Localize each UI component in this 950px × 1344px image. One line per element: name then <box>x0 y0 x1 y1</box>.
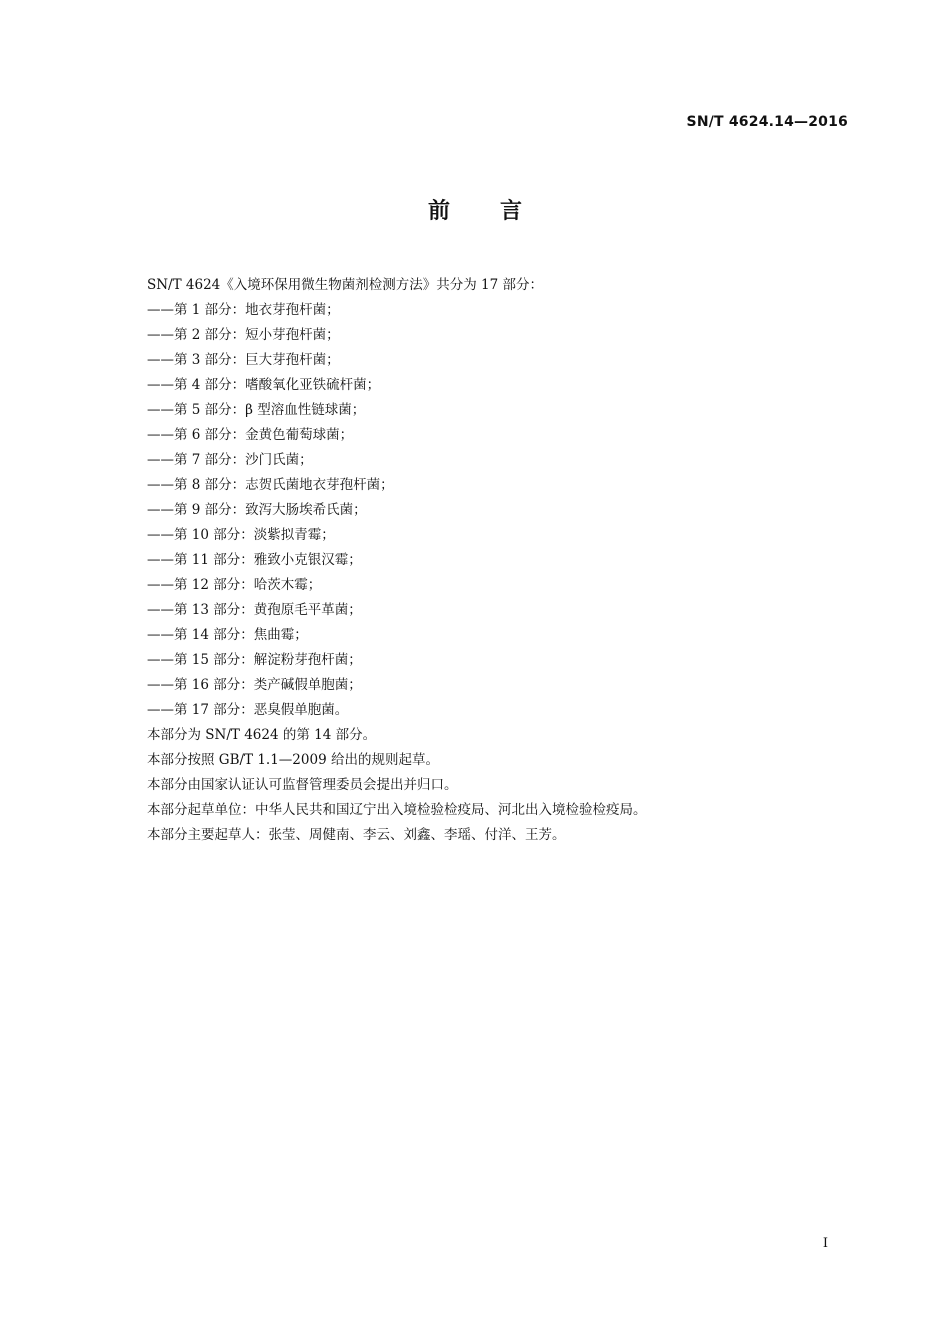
part-item-14: ——第 14 部分：焦曲霉； <box>147 627 308 643</box>
part-item-6: ——第 6 部分：金黄色葡萄球菌； <box>147 427 354 443</box>
part-item-2: ——第 2 部分：短小芽孢杆菌； <box>147 327 340 343</box>
page-number: I <box>822 1236 828 1251</box>
statement-drafters: 本部分主要起草人：张莹、周健南、李云、刘鑫、李瑶、付洋、王芳。 <box>147 827 566 843</box>
part-item-10: ——第 10 部分：淡紫拟青霉； <box>147 527 335 543</box>
part-item-15: ——第 15 部分：解淀粉芽孢杆菌； <box>147 652 362 668</box>
part-item-5: ——第 5 部分：β 型溶血性链球菌； <box>147 402 366 418</box>
standard-code: SN/T 4624.14—2016 <box>686 114 848 130</box>
part-item-17: ——第 17 部分：恶臭假单胞菌。 <box>147 702 349 718</box>
foreword-body <box>147 273 847 848</box>
part-item-11: ——第 11 部分：雅致小克银汉霉； <box>147 552 362 568</box>
part-item-8: ——第 8 部分：志贺氏菌地衣芽孢杆菌； <box>147 477 394 493</box>
statement-part-number: 本部分为 SN/T 4624 的第 14 部分。 <box>147 727 377 743</box>
part-item-4: ——第 4 部分：嗜酸氧化亚铁硫杆菌； <box>147 377 381 393</box>
part-item-1: ——第 1 部分：地衣芽孢杆菌； <box>147 302 340 318</box>
intro-line: SN/T 4624《入境环保用微生物菌剂检测方法》共分为 17 部分： <box>147 277 544 293</box>
statement-proposer: 本部分由国家认证认可监督管理委员会提出并归口。 <box>147 777 458 793</box>
statement-drafting-rules: 本部分按照 GB/T 1.1—2009 给出的规则起草。 <box>147 752 439 768</box>
part-item-12: ——第 12 部分：哈茨木霉； <box>147 577 322 593</box>
part-item-3: ——第 3 部分：巨大芽孢杆菌； <box>147 352 340 368</box>
page-title: 前言 <box>427 199 572 224</box>
part-item-13: ——第 13 部分：黄孢原毛平革菌； <box>147 602 362 618</box>
part-item-9: ——第 9 部分：致泻大肠埃希氏菌； <box>147 502 367 518</box>
statement-drafting-units: 本部分起草单位：中华人民共和国辽宁出入境检验检疫局、河北出入境检验检疫局。 <box>147 802 647 818</box>
part-item-7: ——第 7 部分：沙门氏菌； <box>147 452 313 468</box>
part-item-16: ——第 16 部分：类产碱假单胞菌； <box>147 677 362 693</box>
